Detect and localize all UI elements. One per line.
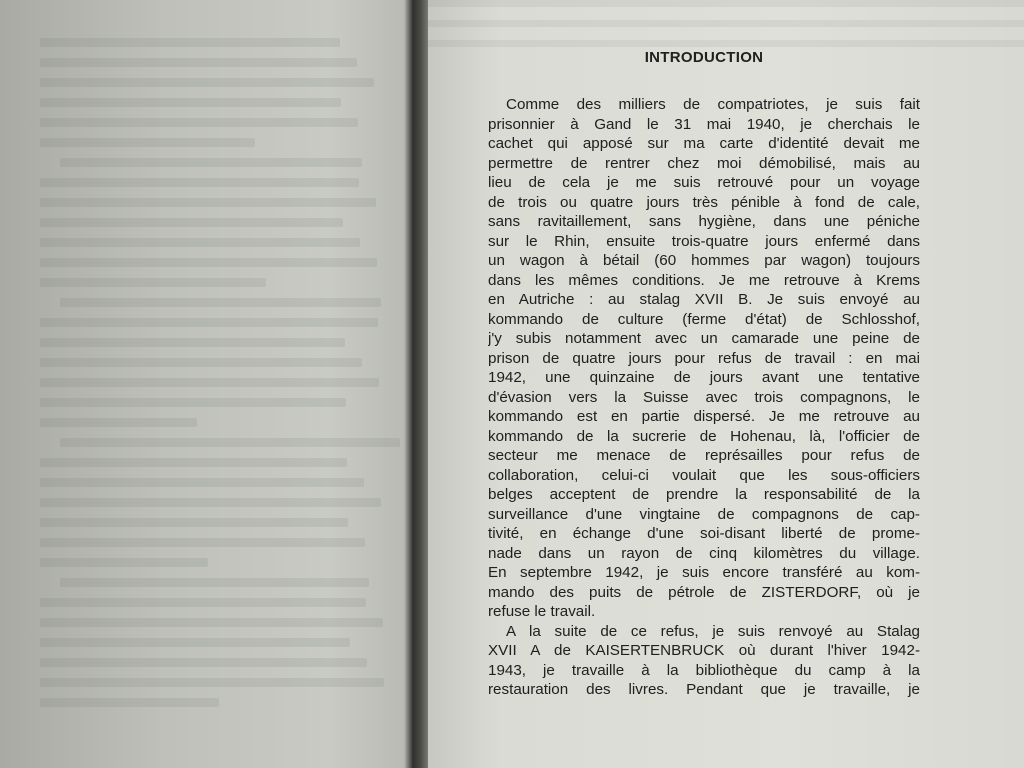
faded-text-line xyxy=(40,618,383,627)
body-text xyxy=(488,95,920,700)
text-line: kommando de culture (ferme d'état) de Schlosshof, xyxy=(488,310,920,328)
faded-text-line xyxy=(40,118,358,127)
text-line: mando des puits de pétrole de ZISTERDORF, où je xyxy=(488,583,920,601)
text-line: cachet qui apposé sur ma carte d'identité devait me xyxy=(488,135,920,152)
faded-text-line xyxy=(40,138,255,147)
faded-text-line xyxy=(40,478,364,487)
text-line: 1942, une quinzaine de jours avant une tentative xyxy=(488,369,920,386)
text-line: d'évasion vers la Suisse avec trois compagnons, le xyxy=(488,388,920,406)
faded-text-line xyxy=(40,518,348,527)
faded-text-line xyxy=(40,378,379,387)
faded-text-line xyxy=(40,218,343,227)
show-through-text xyxy=(428,0,1024,48)
text-line: kommando est en partie dispersé. Je me retrouve au xyxy=(488,408,920,425)
text-line: belges acceptent de prendre la responsabilité de la xyxy=(488,486,920,503)
text-line: kommando de la sucrerie de Hohenau, là, l'officier de xyxy=(488,427,920,445)
faded-text-line xyxy=(40,398,346,407)
text-line: nade dans un rayon de cinq kilomètres du village. xyxy=(488,544,920,562)
faded-text-line xyxy=(40,338,345,347)
faded-text-line xyxy=(60,578,369,587)
text-line: lieu de cela je me suis retrouvé pour un voyage xyxy=(488,174,920,191)
faded-text-line xyxy=(40,198,376,207)
text-line: dans les mêmes conditions. Je me retrouve à Krems xyxy=(488,271,920,289)
text-line: tivité, en échange d'une soi-disant liberté de prome- xyxy=(488,525,920,542)
text-line: collaboration, celui-ci voulait que les sous-officiers xyxy=(488,466,920,484)
faded-text-line xyxy=(40,418,197,427)
faded-text-line xyxy=(40,238,360,247)
faded-text-line xyxy=(40,678,384,687)
text-line: surveillance d'une vingtaine de compagnons de cap- xyxy=(488,505,920,523)
text-line: de trois ou quatre jours très pénible à fond de cale, xyxy=(488,193,920,211)
text-line: A la suite de ce refus, je suis renvoyé au Stalag xyxy=(506,622,920,640)
faded-text-line xyxy=(40,458,347,467)
faded-text-line xyxy=(40,258,377,267)
faded-text-line xyxy=(40,38,340,47)
faded-text-line xyxy=(40,598,366,607)
text-line: prison de quatre jours pour refus de travail : en mai xyxy=(488,349,920,367)
text-line: j'y subis notamment avec un camarade une peine de xyxy=(488,330,920,347)
page-text xyxy=(488,47,920,700)
faded-text-line xyxy=(40,278,266,287)
faded-text-line xyxy=(60,158,362,167)
faded-text-line xyxy=(40,698,219,707)
text-line: secteur me menace de représailles pour refus de xyxy=(488,447,920,464)
right-page xyxy=(428,0,1024,768)
faded-text-line xyxy=(40,78,374,87)
text-line: prisonnier à Gand le 31 mai 1940, je cherchais le xyxy=(488,115,920,133)
text-line: en Autriche : au stalag XVII B. Je suis envoyé au xyxy=(488,291,920,308)
text-line: Comme des milliers de compatriotes, je suis fait xyxy=(506,96,920,113)
faded-text-line xyxy=(40,538,365,547)
text-line: sur le Rhin, ensuite trois-quatre jours enfermé dans xyxy=(488,232,920,250)
faded-text-line xyxy=(40,358,362,367)
text-line: un wagon à bétail (60 hommes par wagon) toujours xyxy=(488,252,920,269)
faded-text-line xyxy=(40,318,378,327)
text-line: refuse le travail. xyxy=(488,603,596,620)
text-line: sans ravitaillement, sans hygiène, dans une péniche xyxy=(488,213,920,230)
chapter-title: INTRODUCTION xyxy=(644,49,764,66)
faded-text-line xyxy=(40,658,367,667)
text-line: XVII A de KAISERTENBRUCK où durant l'hiver 1942- xyxy=(488,642,920,659)
text-line: En septembre 1942, je suis encore transféré au kom- xyxy=(488,564,920,581)
faded-text-line xyxy=(40,178,359,187)
faded-text-line xyxy=(40,98,341,107)
text-line: 1943, je travaille à la bibliothèque du camp à la xyxy=(488,661,920,679)
faded-text-line xyxy=(40,58,357,67)
faded-text-line xyxy=(40,498,381,507)
faded-text-line xyxy=(40,558,208,567)
text-line: permettre de rentrer chez moi démobilisé, mais au xyxy=(488,154,920,172)
text-line: restauration des livres. Pendant que je travaille, je xyxy=(488,681,920,698)
faded-text-line xyxy=(60,298,381,307)
faded-text-line xyxy=(40,638,350,647)
left-page xyxy=(0,0,412,768)
faded-text-line xyxy=(60,438,400,447)
